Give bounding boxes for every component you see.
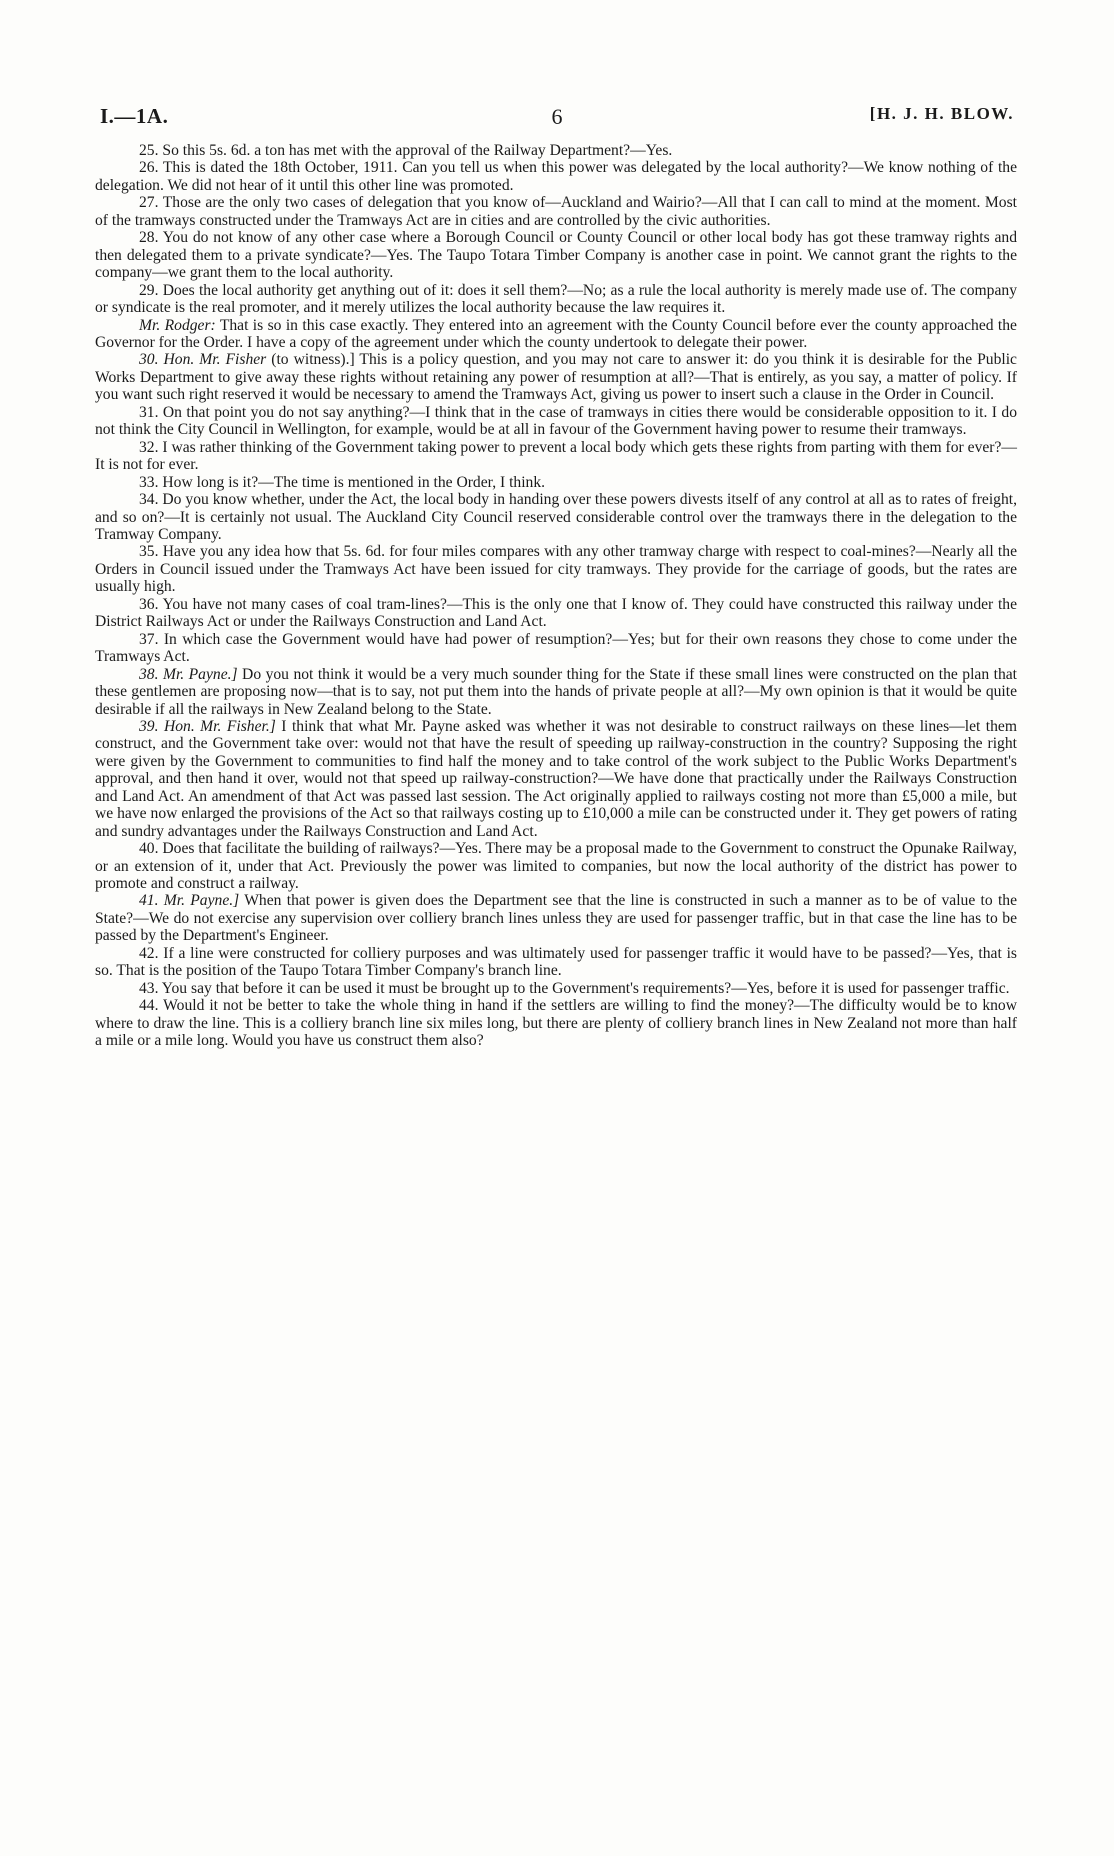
paragraph-text: I think that what Mr. Payne asked was whether it was not desirable to construct railways on these lines—let them construct, and the Government take over: would not that have the result of speeding up railway-construction in the country? Supposing the right were given by the Government to communities to find half the money and to take control of the work subject to the Public Works Department's approval, and then hand it over, would not that speed up railway-construction?—We have done that practically under the Railways Construction and Land Act. An amendment of that Act was passed last session. The Act originally applied to railways costing not more than £5,000 a mile, but we have now enlarged the provisions of the Act so that railways costing up to £10,000 a mile can be constructed under it. They get powers of rating and sundry advantages under the Railways Construction and Land Act. — [95, 717, 1017, 840]
paragraph-text: 34. Do you know whether, under the Act, the local body in handing over these powers divests itself of any control at all as to rates of freight, and so on?—It is certainly not usual. The Auckland City Council reserved considerable control over the tramways there in the delegation to the Tramway Company. — [95, 491, 1017, 543]
transcript-body — [95, 142, 1017, 1050]
transcript-paragraph — [95, 945, 1017, 980]
transcript-paragraph — [95, 317, 1017, 352]
paragraph-text: 32. I was rather thinking of the Government taking power to prevent a local body which gets these rights from parting with them for ever?—It is not for ever. — [95, 438, 1017, 474]
paragraph-text: 42. If a line were constructed for colliery purposes and was ultimately used for passenger traffic it would have to be passed?—Yes, that is so. That is the position of the Taupo Totara Timber Company's branch line. — [95, 944, 1017, 980]
paragraph-text: 26. This is dated the 18th October, 1911. Can you tell us when this power was delegated by the local authority?—We know nothing of the delegation. We did not hear of it until this other line was promoted. — [95, 159, 1017, 194]
speaker-label: 30. Hon. Mr. Fisher — [139, 351, 267, 369]
transcript-paragraph — [95, 892, 1017, 944]
transcript-paragraph — [95, 840, 1017, 892]
transcript-paragraph — [95, 404, 1017, 439]
paragraph-text: 37. In which case the Government would have had power of resumption?—Yes; but for their own reasons they chose to come under the Tramways Act. — [95, 630, 1017, 666]
witness-name: [H. J. H. BLOW. — [869, 104, 1014, 123]
transcript-paragraph — [95, 980, 1017, 997]
speaker-label: 41. Mr. Payne.] — [139, 892, 240, 910]
transcript-paragraph — [95, 282, 1017, 317]
transcript-paragraph — [95, 142, 1017, 159]
paragraph-text: 43. You say that before it can be used it must be brought up to the Government's requirements?—Yes, before it is used for passenger traffic. — [139, 979, 1010, 997]
transcript-paragraph — [95, 159, 1017, 194]
document-reference: I.—1A. — [100, 104, 169, 128]
transcript-paragraph — [95, 474, 1017, 491]
paragraph-text: 28. You do not know of any other case where a Borough Council or County Council or other local body has got these tramway rights and then delegated them to a private syndicate?—Yes. The Taupo Totara Timber Company is another case in point. We cannot grant the rights to the company—we grant them to the local authority. — [95, 229, 1017, 282]
paragraph-text: 27. Those are the only two cases of delegation that you know of—Auckland and Wairio?—All that I can call to mind at the moment. Most of the tramways constructed under the Tramways Act are in cities and are controlled by the civic authorities. — [95, 194, 1017, 229]
page-number: 6 — [551, 104, 563, 129]
paragraph-text: 35. Have you any idea how that 5s. 6d. for four miles compares with any other tramway charge with respect to coal-mines?—Nearly all the Orders in Council issued under the Tramways Act have been issued for city tramways. They provide for the carriage of goods, but the rates are usually high. — [95, 543, 1017, 596]
transcript-paragraph — [95, 229, 1017, 281]
transcript-paragraph — [95, 543, 1017, 595]
paragraph-text: 29. Does the local authority get anything out of it: does it sell them?—No; as a rule the local authority is merely made use of. The company or syndicate is the real promoter, and it merely utilizes the local authority because the law requires it. — [95, 281, 1017, 317]
speaker-label: 38. Mr. Payne.] — [139, 665, 238, 683]
paragraph-text: 44. Would it not be better to take the whole thing in hand if the settlers are willing to find the money?—The difficulty would be to know where to draw the line. This is a colliery branch line six miles long, but there are plenty of colliery branch lines in New Zealand not more than half a mile or a mile long. Would you have us construct them also? — [95, 997, 1017, 1050]
paragraph-text: 33. How long is it?—The time is mentioned in the Order, I think. — [139, 473, 546, 491]
transcript-paragraph — [95, 439, 1017, 474]
transcript-paragraph — [95, 631, 1017, 666]
transcript-paragraph — [95, 194, 1017, 229]
transcript-paragraph — [95, 666, 1017, 718]
speaker-label: Mr. Rodger: — [139, 316, 216, 334]
paragraph-text: 36. You have not many cases of coal tram-lines?—This is the only one that I know of. They could have constructed this railway under the District Railways Act or under the Railways Construction and Land Act. — [95, 595, 1017, 631]
paragraph-text: 40. Does that facilitate the building of railways?—Yes. There may be a proposal made to the Government to construct the Opunake Railway, or an extension of it, under that Act. Previously the power was limited to companies, but now the local authority of the district has power to promote and construct a railway. — [95, 840, 1017, 893]
paragraph-text: (to witness).] This is a policy question, and you may not care to answer it: do you think it is desirable for the Public Works Department to give away these rights without retaining any power of resumption at all?—That is entirely, as you say, a matter of policy. If you want such right reserved it would be necessary to amend the Tramways Act, giving us power to insert such a clause in the Order in Council. — [95, 351, 1017, 404]
paragraph-text: 31. On that point you do not say anything?—I think that in the case of tramways in cities there would be considerable opposition to it. I do not think the City Council in Wellington, for example, would be at all in favour of the Government having power to resume their tramways. — [95, 403, 1017, 439]
transcript-paragraph — [95, 718, 1017, 840]
paragraph-text: When that power is given does the Department see that the line is constructed in such a manner as to be of value to the State?—We do not exercise any supervision over colliery branch lines unless they are used for passenger traffic, but in that case the line has to be passed by the Department's Engineer. — [95, 892, 1017, 945]
page-header — [100, 104, 1014, 134]
transcript-paragraph — [95, 491, 1017, 543]
paragraph-text: 25. So this 5s. 6d. a ton has met with the approval of the Railway Department?—Yes. — [139, 142, 673, 159]
transcript-paragraph — [95, 997, 1017, 1049]
paragraph-text: Do you not think it would be a very much sounder thing for the State if these small lines were constructed on the plan that these gentlemen are proposing now—that is to say, not put them into the hands of private people at all?—My own opinion is that it would be quite desirable if all the railways in New Zealand belong to the State. — [95, 665, 1017, 718]
transcript-paragraph — [95, 351, 1017, 403]
transcript-paragraph — [95, 596, 1017, 631]
paragraph-text: That is so in this case exactly. They entered into an agreement with the County Council before ever the county approached the Governor for the Order. I have a copy of the agreement under which the county undertook to delegate their power. — [95, 316, 1017, 351]
speaker-label: 39. Hon. Mr. Fisher.] — [139, 717, 276, 735]
